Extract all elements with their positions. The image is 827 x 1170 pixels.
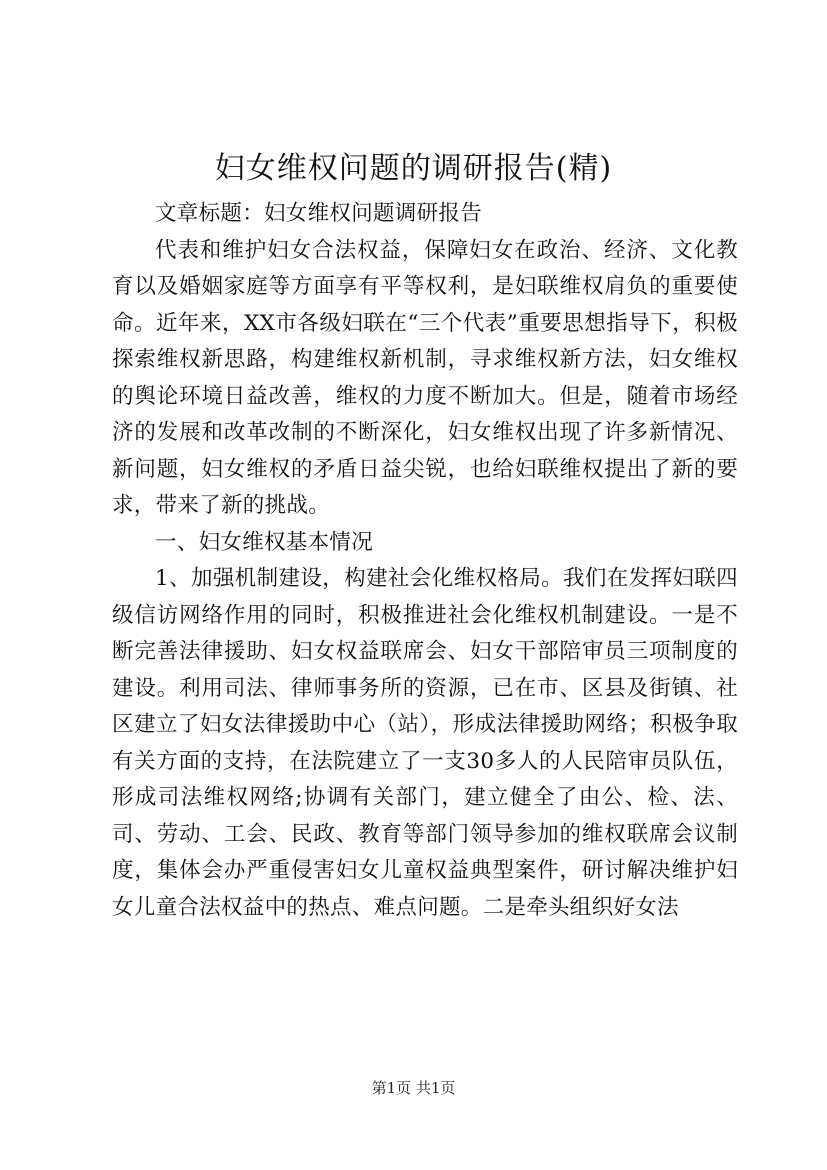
page-footer: 第1页 共1页 xyxy=(371,1079,456,1097)
intro-paragraph: 代表和维护妇女合法权益，保障妇女在政治、经济、文化教育以及婚姻家庭等方面享有平等权利，是妇联维权肩负的重要使命。近年来，XX市各级妇联在“三个代表”重要思想指导下，积极探索维权新思路，构建维权新机制，寻求维权新方法，妇女维权的舆论环境日益改善，维权的力度不断加大。但是，随着市场经济的发展和改革改制的不断深化，妇女维权出现了许多新情况、新问题，妇女维权的矛盾日益尖锐，也给妇联维权提出了新的要求，带来了新的挑战。 xyxy=(112,237,738,518)
document-body xyxy=(112,196,738,926)
document-title: 妇女维权问题的调研报告(精) xyxy=(214,151,613,186)
article-title-line: 文章标题：妇女维权问题调研报告 xyxy=(155,201,483,226)
section-heading: 一、妇女维权基本情况 xyxy=(155,529,374,555)
section-paragraph: 1、加强机制建设，构建社会化维权格局。我们在发挥妇联四级信访网络作用的同时，积极推进社会化维权机制建设。一是不断完善法律援助、妇女权益联席会、妇女干部陪审员三项制度的建设。利用司法、律师事务所的资源，已在市、区县及街镇、社区建立了妇女法律援助中心（站），形成法律援助网络；积极争取有关方面的支持，在法院建立了一支30多人的人民陪审员队伍，形成司法维权网络;协调有关部门，建立健全了由公、检、法、司、劳动、工会、民政、教育等部门领导参加的维权联席会议制度，集体会办严重侵害妇女儿童权益典型案件，研讨解决维护妇女儿童合法权益中的热点、难点问题。二是牵头组织好女法 xyxy=(112,566,738,920)
